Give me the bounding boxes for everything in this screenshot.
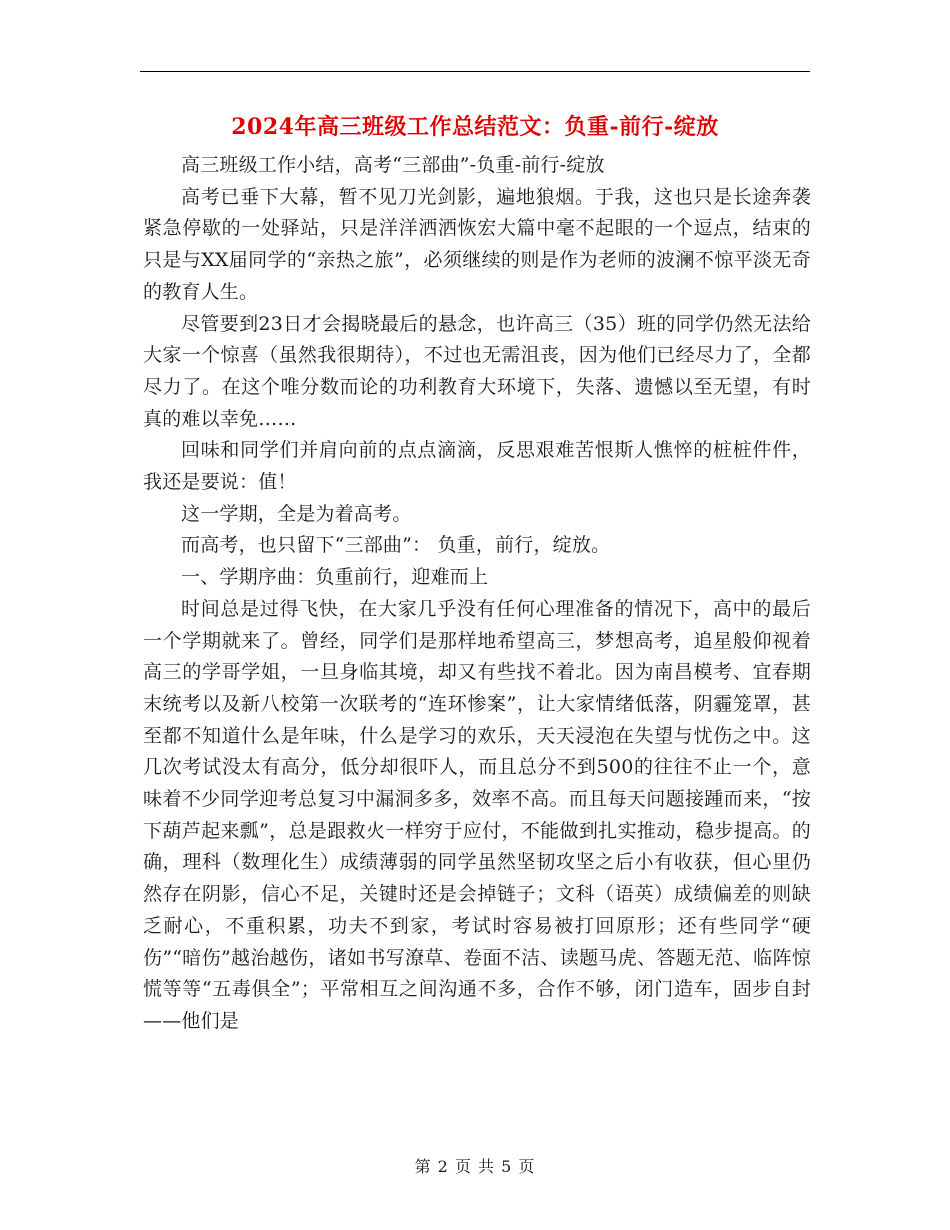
document-body <box>143 150 811 1038</box>
paragraph: 这一学期，全是为着高考。 <box>181 502 412 525</box>
paragraph: 高考已垂下大幕，暂不见刀光剑影，遍地狼烟。于我，这也只是长途奔袭紧急停歇的一处驿站，只是洋洋洒洒恢宏大篇中毫不起眼的一个逗点，结束的只是与XX届同学的“亲热之旅”，必须继续的则是作为老师的波澜不惊平淡无奇的教育人生。 <box>143 185 811 303</box>
document-title: 2024年高三班级工作总结范文：负重-前行-绽放 <box>231 114 719 140</box>
paragraph: 高三班级工作小结，高考“三部曲”-负重-前行-绽放 <box>181 154 605 176</box>
section-heading: 一、学期序曲：负重前行，迎难而上 <box>181 566 489 589</box>
paragraph: 回味和同学们并肩向前的点点滴滴，反思艰难苦恨斯人憔悴的桩桩件件，我还是要说：值！ <box>143 439 811 494</box>
page-number: 第 2 页 共 5 页 <box>414 1157 536 1176</box>
header-rule <box>140 71 810 72</box>
paragraph: 尽管要到23日才会揭晓最后的悬念，也许高三（35）班的同学仍然无法给大家一个惊喜（虽然我很期待），不过也无需沮丧，因为他们已经尽力了，全都尽力了。在这个唯分数而论的功利教育大环境下，失落、遗憾以至无望，有时真的难以幸免…… <box>143 312 811 430</box>
paragraph: 而高考，也只留下“三部曲”： 负重，前行，绽放。 <box>181 534 611 557</box>
paragraph: 时间总是过得飞快，在大家几乎没有任何心理准备的情况下，高中的最后一个学期就来了。曾经，同学们是那样地希望高三，梦想高考，追星般仰视着高三的学哥学姐，一旦身临其境，却又有些找不着北。因为南昌模考、宜春期末统考以及新八校第一次联考的“连环惨案”，让大家情绪低落，阴霾笼罩，甚至都不知道什么是年味，什么是学习的欢乐，天天浸泡在失望与忧伤之中。这几次考试没太有高分，低分却很吓人，而且总分不到500的往往不止一个，意味着不少同学迎考总复习中漏洞多多，效率不高。而且每天问题接踵而来，“按下葫芦起来瓢”，总是跟救火一样穷于应付，不能做到扎实推动，稳步提高。的确，理科（数理化生）成绩薄弱的同学虽然坚韧攻坚之后小有收获，但心里仍然存在阴影，信心不足，关键时还是会掉链子；文科（语英）成绩偏差的则缺乏耐心，不重积累，功夫不到家，考试时容易被打回原形；还有些同学“硬伤”“暗伤”越治越伤，诸如书写潦草、卷面不洁、读题马虎、答题无范、临阵惊慌等等“五毒俱全”；平常相互之间沟通不多，合作不够，闭门造车，固步自封——他们是 <box>143 597 811 1032</box>
